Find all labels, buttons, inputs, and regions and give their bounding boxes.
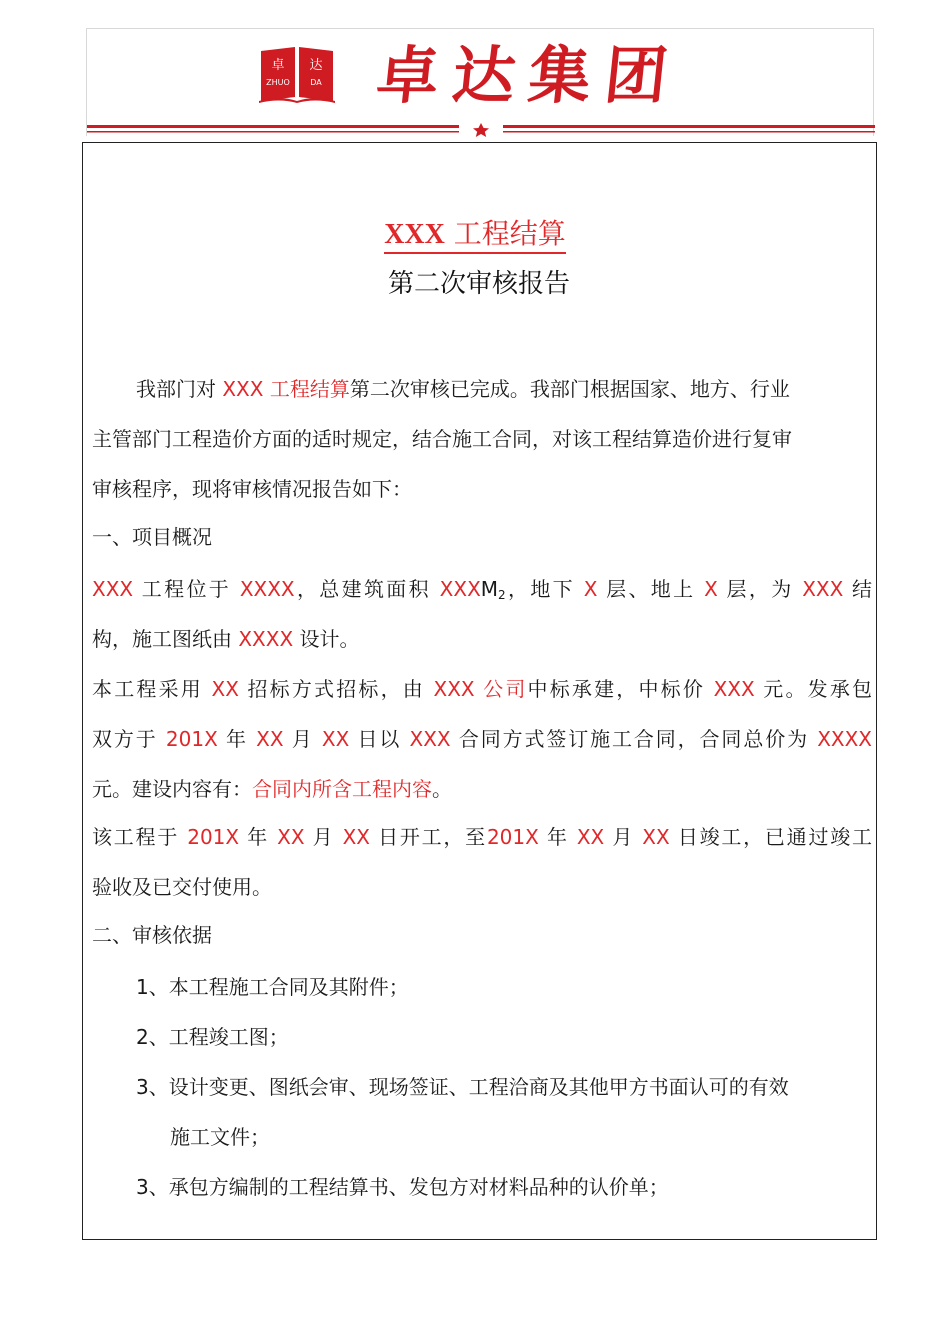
logo-latin-left: ZHUO [266, 78, 290, 87]
section-1-para-2-line-2: 双方于 201X 年 XX 月 XX 日以 XXX 合同方式签订施工合同，合同总价为 XXXX [92, 727, 873, 751]
section-1-para-2-line-1: 本工程采用 XX 招标方式招标，由 XXX 公司中标承建，中标价 XXX 元。发承包 [92, 677, 873, 701]
list-item: 3、承包方编制的工程结算书、发包方对材料品种的认价单； [136, 1175, 669, 1199]
section-1-para-1-line-2: 构，施工图纸由 XXXX 设计。 [92, 627, 360, 651]
list-item-continuation: 施工文件； [170, 1125, 270, 1149]
list-item: 2、工程竣工图； [136, 1025, 289, 1049]
document-subtitle: 第二次审核报告 [387, 269, 570, 299]
section-1-para-3-line-1: 该工程于 201X 年 XX 月 XX 日开工，至201X 年 XX 月 XX 日竣工，已通过竣工 [92, 825, 872, 849]
intro-line-2: 主管部门工程造价方面的适时规定，结合施工合同，对该工程结算造价进行复审 [92, 427, 792, 451]
section-2-heading: 二、审核依据 [92, 923, 212, 947]
star-icon [473, 123, 489, 137]
brand-name: 卓达集团 [373, 39, 685, 112]
list-item: 1、本工程施工合同及其附件； [136, 975, 409, 999]
header-divider [87, 123, 875, 137]
intro-line-1: 我部门对 XXX 工程结算第二次审核已完成。我部门根据国家、地方、行业 [136, 377, 790, 401]
title-text: 工程结算 [444, 217, 566, 250]
section-1-para-3-line-2: 验收及已交付使用。 [92, 875, 272, 899]
section-1-para-1-line-1: XXX 工程位于 XXXX，总建筑面积 XXXM2，地下 X 层、地上 X 层，为 XXX 结 [92, 577, 873, 602]
intro-line-3: 审核程序，现将审核情况报告如下： [92, 477, 412, 501]
letterhead-banner [86, 28, 874, 136]
book-logo-icon [259, 45, 335, 103]
list-item: 3、设计变更、图纸会审、现场签证、工程洽商及其他甲方书面认可的有效 [136, 1075, 789, 1099]
section-1-heading: 一、项目概况 [92, 525, 212, 549]
document-title [0, 216, 950, 253]
logo-char-right: 达 [309, 58, 323, 73]
logo-char-left: 卓 [271, 58, 285, 73]
logo-latin-right: DA [310, 78, 322, 87]
section-1-para-2-line-3: 元。建设内容有：合同内所含工程内容。 [92, 777, 452, 801]
title-placeholder: XXX [384, 219, 445, 250]
